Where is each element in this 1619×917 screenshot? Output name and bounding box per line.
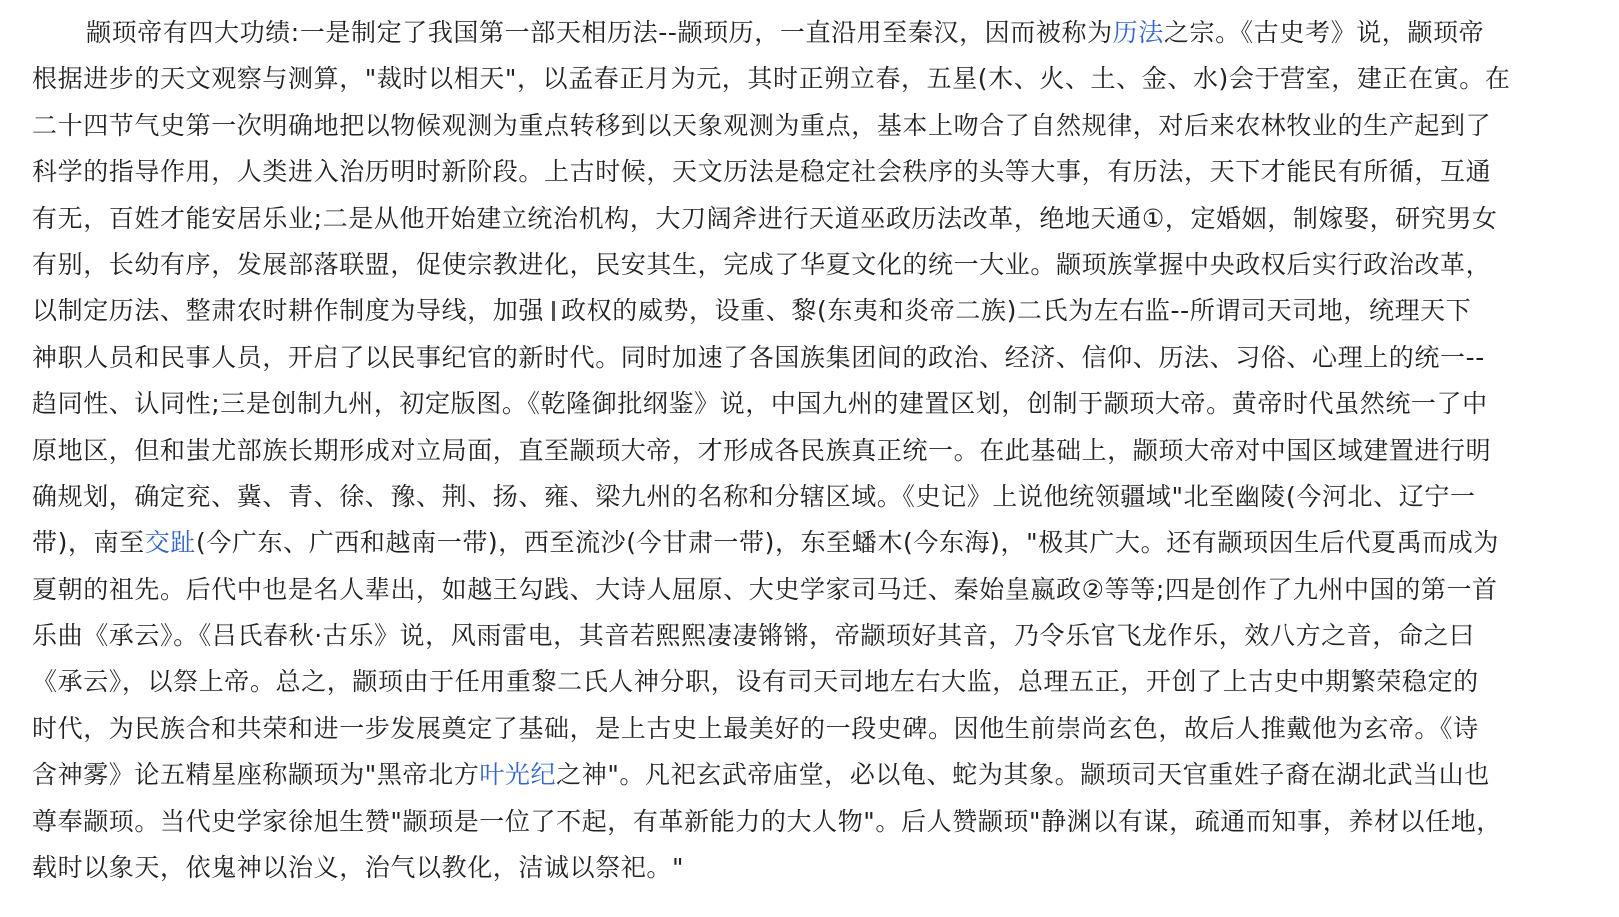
text-line bbox=[32, 56, 1619, 102]
text-segment: 趋同性、认同性;三是创制九州，初定版图。《乾隆御批纲鉴》说，中国九州的建置区划，创制于颛顼大帝。黄帝时代虽然统一了中 bbox=[32, 389, 1488, 419]
wiki-link[interactable]: 叶光纪 bbox=[479, 760, 557, 790]
text-line bbox=[32, 103, 1619, 149]
text-segment: 带)，南至 bbox=[32, 528, 145, 558]
text-line bbox=[32, 381, 1619, 427]
text-segment: 以制定历法、整肃农时耕作制度为导线，加强 bbox=[32, 296, 545, 326]
text-cursor-icon bbox=[552, 301, 555, 321]
text-segment: 根据进步的天文观察与测算，"裁时以相天"，以孟春正月为元，其时正朔立春，五星(木、火、土、金、水)会于营室，建正在寅。在 bbox=[32, 64, 1511, 94]
text-segment: (今广东、广西和越南一带)，西至流沙(今甘肃一带)，东至蟠木(今东海)，"极其广大。还有颛顼因生后代夏禹而成为 bbox=[195, 528, 1499, 558]
text-segment: 时代，为民族合和共荣和进一步发展奠定了基础，是上古史上最美好的一段史碑。因他生前崇尚玄色，故后人推戴他为玄帝。《诗 bbox=[32, 713, 1479, 743]
text-segment: 夏朝的祖先。后代中也是名人辈出，如越王勾践、大诗人屈原、大史学家司马迁、秦始皇嬴政②等等;四是创作了九州中国的第一首 bbox=[32, 574, 1498, 604]
text-segment: 政权的威势，设重、黎(东夷和炎帝二族)二氏为左右监--所谓司天司地，统理天下 bbox=[561, 296, 1472, 326]
text-segment: 颛顼帝有四大功绩:一是制定了我国第一部天相历法--颛顼历，一直沿用至秦汉，因而被称为 bbox=[86, 18, 1113, 47]
text-line bbox=[32, 520, 1619, 566]
wiki-link[interactable]: 交趾 bbox=[144, 528, 196, 558]
text-line bbox=[32, 706, 1619, 752]
text-segment: 有无，百姓才能安居乐业;二是从他开始建立统治机构，大刀阔斧进行天道巫政历法改革，绝地天通①，定婚姻，制嫁娶，研究男女 bbox=[32, 203, 1498, 233]
text-line bbox=[32, 474, 1619, 520]
text-segment: 乐曲《承云》。《吕氏春秋·古乐》说，风雨雷电，其音若熙熙凄凄锵锵，帝颛顼好其音，乃令乐官飞龙作乐，效八方之音，命之曰 bbox=[32, 621, 1475, 651]
text-segment: 神职人员和民事人员，开启了以民事纪官的新时代。同时加速了各国族集团间的政治、经济、信仰、历法、习俗、心理上的统一-- bbox=[32, 342, 1485, 372]
text-segment: 之神"。凡祀玄武帝庙堂，必以龟、蛇为其象。颛顼司天官重姓子裔在湖北武当山也 bbox=[556, 760, 1490, 790]
text-line bbox=[32, 242, 1619, 288]
text-line bbox=[32, 10, 1619, 56]
text-segment: 确规划，确定兖、冀、青、徐、豫、荆、扬、雍、梁九州的名称和分辖区域。《史记》上说他统领疆域"北至幽陵(今河北、辽宁一 bbox=[32, 481, 1476, 511]
text-line bbox=[32, 752, 1619, 798]
article-paragraph bbox=[32, 10, 1619, 891]
text-line bbox=[32, 799, 1619, 845]
text-line bbox=[32, 428, 1619, 474]
text-segment: 二十四节气史第一次明确地把以物候观测为重点转移到以天象观测为重点，基本上吻合了自然规律，对后来农林牧业的生产起到了 bbox=[32, 110, 1492, 140]
text-segment: 《承云》，以祭上帝。总之，颛顼由于任用重黎二氏人神分职，设有司天司地左右大监，总理五正，开创了上古史中期繁荣稳定的 bbox=[32, 667, 1479, 697]
text-segment: 载时以象天，依鬼神以治义，治气以教化，洁诚以祭祀。" bbox=[32, 853, 685, 883]
text-segment: 有别，长幼有序，发展部落联盟，促使宗教进化，民安其生，完成了华夏文化的统一大业。颛顼族掌握中央政权后实行政治改革， bbox=[32, 249, 1492, 279]
text-line bbox=[32, 567, 1619, 613]
text-segment: 之宗。《古史考》说，颛顼帝 bbox=[1163, 18, 1485, 47]
text-segment: 原地区，但和蚩尤部族长期形成对立局面，直至颛顼大帝，才形成各民族真正统一。在此基础上，颛顼大帝对中国区域建置进行明 bbox=[32, 435, 1492, 465]
wiki-link[interactable]: 历法 bbox=[1112, 18, 1164, 47]
text-line bbox=[32, 845, 1619, 891]
text-line bbox=[32, 335, 1619, 381]
text-line bbox=[32, 613, 1619, 659]
text-segment: 科学的指导作用，人类进入治历明时新阶段。上古时候，天文历法是稳定社会秩序的头等大事，有历法，天下才能民有所循，互通 bbox=[32, 157, 1492, 187]
text-line bbox=[32, 149, 1619, 195]
text-segment: 尊奉颛顼。当代史学家徐旭生赞"颛顼是一位了不起，有革新能力的大人物"。后人赞颛顼"静渊以有谋，疏通而知事，养材以任地， bbox=[32, 806, 1502, 836]
text-line bbox=[32, 288, 1619, 334]
text-segment: 含神雾》论五精星座称颛顼为"黑帝北方 bbox=[32, 760, 480, 790]
text-line bbox=[32, 196, 1619, 242]
text-line bbox=[32, 659, 1619, 705]
